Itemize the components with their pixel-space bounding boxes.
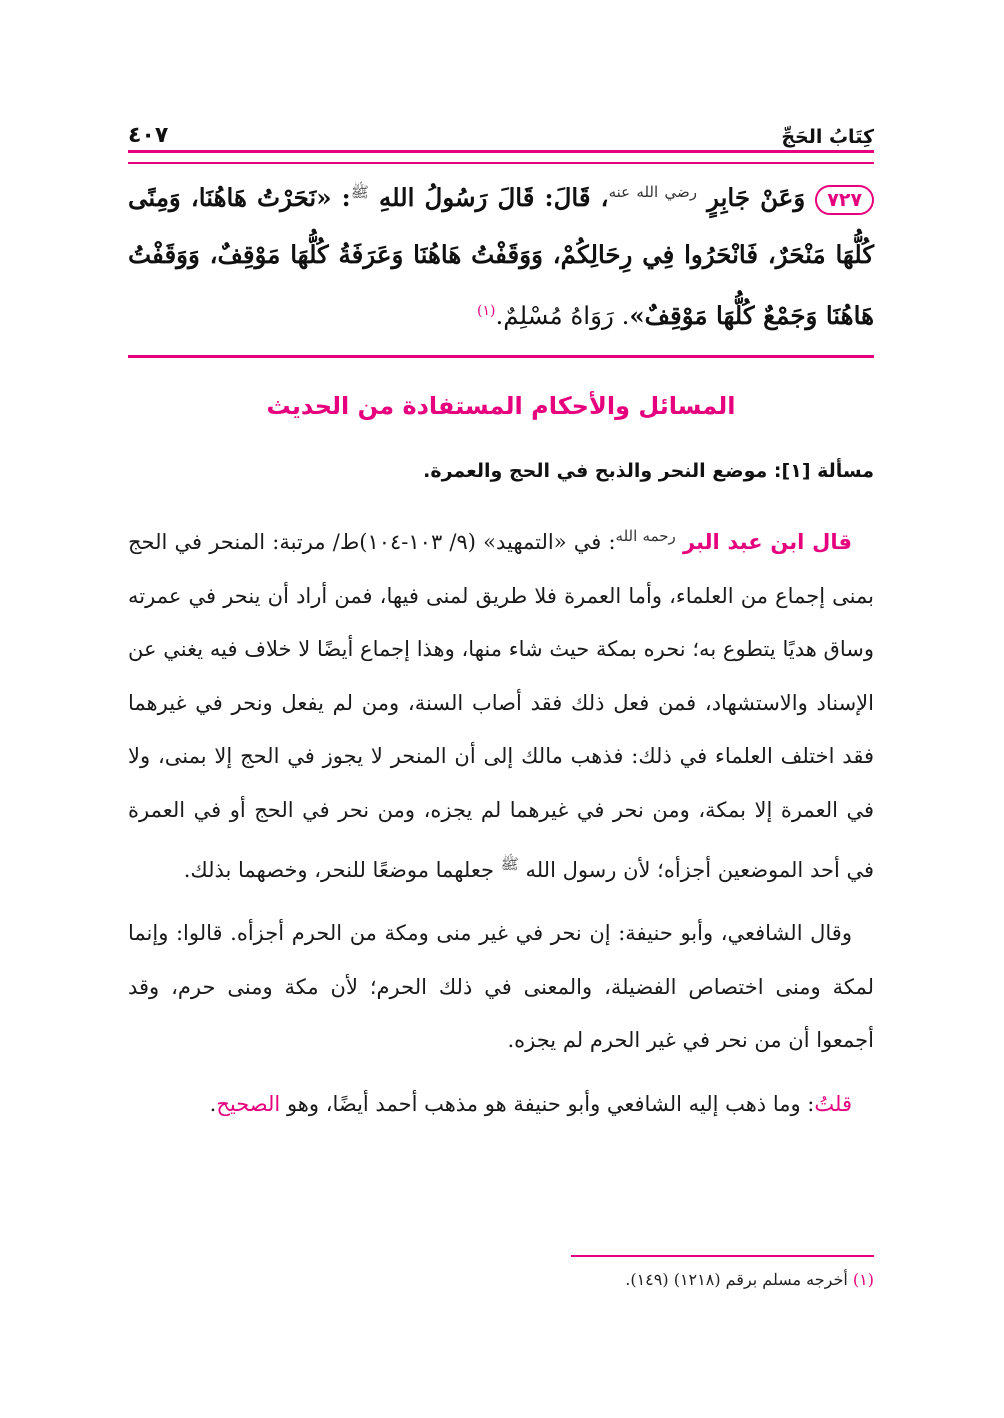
qultu-label: قلتُ	[814, 1091, 852, 1116]
hadith-number-badge: ٧٢٧	[815, 185, 874, 215]
footnote-reference[interactable]: (١)	[477, 303, 496, 320]
paragraph-3-text: : وما ذهب إليه الشافعي وأبو حنيفة هو مذهب أحمد أيضًا، وهو	[286, 1091, 815, 1116]
chapter-title: كِتَابُ الحَجِّ	[781, 126, 874, 148]
header-double-rule	[128, 150, 874, 164]
masala-heading: مسألة [١]: موضع النحر والذبح في الحج والعمرة.	[423, 460, 874, 482]
hadith-part-3: : «نَحَرْتُ هَاهُنَا، وَمِنًى كُلُّهَا مَنْحَرٌ، فَانْحَرُوا فِي رِحَالِكُمْ، وَوَقَفْتُ هَاهُنَا وَعَرَفَةُ كُلُّهَا مَوْقِفٌ، وَوَقَفْتُ هَاهُنَا وَجَمْعٌ كُلُّهَا مَوْقِفٌ»	[128, 183, 874, 331]
page-number: ٤٠٧	[128, 123, 169, 148]
footnote-text: أخرجه مسلم برقم (١٢١٨) (١٤٩).	[625, 1270, 848, 1289]
footnote-rule	[571, 1255, 874, 1257]
paragraph-ibn-abd-albarr	[128, 510, 874, 897]
paragraph-1-text-end: جعلهما موضعًا للنحر، وخصهما بذلك.	[183, 857, 494, 882]
honorific-salla: ﷺ	[350, 183, 369, 201]
hadith-source: . رَوَاهُ مُسْلِمٌ.	[495, 301, 630, 331]
hadith-part-2: ، قَالَ: قَالَ رَسُولُ اللهِ	[378, 183, 609, 213]
footnote	[128, 1270, 874, 1289]
section-divider	[128, 355, 874, 358]
honorific-radiyallah: رضي الله عنه	[608, 183, 697, 201]
speaker-name: قال ابن عبد البر	[682, 530, 852, 554]
page	[128, 0, 874, 1418]
paragraph-qultu	[128, 1078, 874, 1132]
paragraph-1-text: : في «التمهيد» (٩/ ١٠٣-١٠٤)ط/ مرتبة: المنحر في الحج بمنى إجماع من العلماء، وأما العمرة فلا طريق لمنى فيها، فمن أراد أن ينحر في عمرته وساق هديًا يتطوع به؛ نحره بمكة حيث شاء منها، وهذا إجماع أيضًا لا خلاف فيه يغني عن الإسناد والاستشهاد، فمن فعل ذلك فقد أصاب السنة، ومن لم يفعل ونحر في غيرهما فقد اختلف العلماء في ذلك: فذهب مالك إلى أن المنحر لا يجوز في الحج إلا بمنى، ولا في العمرة إلا بمكة، ومن نحر في غيرهما لم يجزه، ومن نحر في الحج أو في العمرة في أحد الموضعين أجزأه؛ لأن رسول الله	[128, 530, 874, 882]
footnote-number: (١)	[852, 1270, 874, 1289]
honorific-rahimahullah: رحمه الله	[615, 527, 676, 545]
honorific-salla: ﷺ	[500, 854, 519, 873]
sahih-highlight: الصحيح	[216, 1091, 281, 1116]
page-header	[128, 112, 874, 148]
hadith-text	[128, 164, 874, 344]
section-title: المسائل والأحكام المستفادة من الحديث	[266, 392, 736, 420]
paragraph-shafii: وقال الشافعي، وأبو حنيفة: إن نحر في غير منى ومكة من الحرم أجزأه. قالوا: وإنما لمكة ومنى اختصاص الفضيلة، والمعنى في ذلك الحرم؛ لأن مكة ومنى حرم، وقد أجمعوا أن من نحر في غير الحرم لم يجزه.	[128, 921, 874, 1053]
body-text	[128, 510, 874, 1142]
paragraph-3-end: .	[209, 1091, 217, 1116]
hadith-part-1: وَعَنْ جَابِرٍ	[707, 183, 806, 213]
